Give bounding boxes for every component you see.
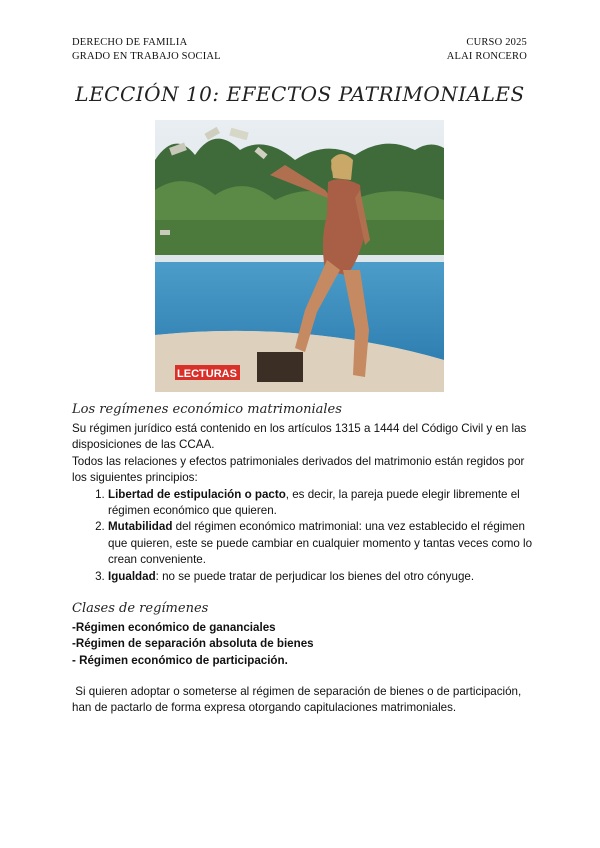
- principle-name: Mutabilidad: [108, 520, 173, 534]
- list-item: [72, 653, 534, 669]
- section1-body: [72, 421, 534, 585]
- list-item: [72, 620, 534, 636]
- closing-paragraph: [72, 684, 534, 717]
- principle-text: del régimen económico matrimonial: una vez establecido el régimen que quieren, este se puede cambiar en cualquier momento y tantas veces como lo crean conveniente.: [108, 520, 533, 567]
- regime-name: -Régimen económico de gananciales: [72, 621, 276, 634]
- paragraph: Su régimen jurídico está contenido en los artículos 1315 a 1444 del Código Civil y en las disposiciones de las CCAA.: [72, 422, 527, 452]
- watermark-text: LECTURAS: [177, 368, 237, 380]
- header-left: [72, 36, 221, 64]
- header-subject: DERECHO DE FAMILIA: [72, 37, 188, 48]
- regime-classes: [72, 620, 534, 669]
- section-heading-classes: Clases de regímenes: [72, 601, 209, 616]
- principles-list: [72, 487, 534, 585]
- list-item: [108, 519, 534, 568]
- principle-text: , es decir, la pareja puede elegir libremente el régimen económico que quieren.: [108, 487, 520, 518]
- paragraph: Si quieren adoptar o someterse al régimen de separación de bienes o de participación, han de pactarlo de forma expresa otorgando capitulaciones matrimoniales.: [72, 685, 525, 715]
- header-course: CURSO 2025: [466, 37, 527, 48]
- regime-name: - Régimen económico de participación.: [72, 653, 288, 667]
- section-heading-regimes: Los regímenes económico matrimoniales: [72, 402, 342, 417]
- header-author: ALAI RONCERO: [446, 51, 527, 62]
- principle-text: : no se puede tratar de perjudicar los bienes del otro cónyuge.: [155, 569, 475, 583]
- paragraph: Todos las relaciones y efectos patrimoniales derivados del matrimonio están regidos por los siguientes principios:: [72, 454, 525, 485]
- principle-name: Igualdad: [108, 569, 156, 583]
- list-item: [108, 569, 534, 585]
- lesson-photo: [155, 120, 444, 392]
- page-title: LECCIÓN 10: EFECTOS PATRIMONIALES: [75, 82, 525, 106]
- regime-name: -Régimen de separación absoluta de bienes: [72, 637, 314, 651]
- header-right: [447, 36, 527, 64]
- list-item: [72, 636, 534, 652]
- list-item: [108, 487, 534, 520]
- principle-name: Libertad de estipulación o pacto: [108, 487, 286, 501]
- header-degree: GRADO EN TRABAJO SOCIAL: [72, 51, 221, 62]
